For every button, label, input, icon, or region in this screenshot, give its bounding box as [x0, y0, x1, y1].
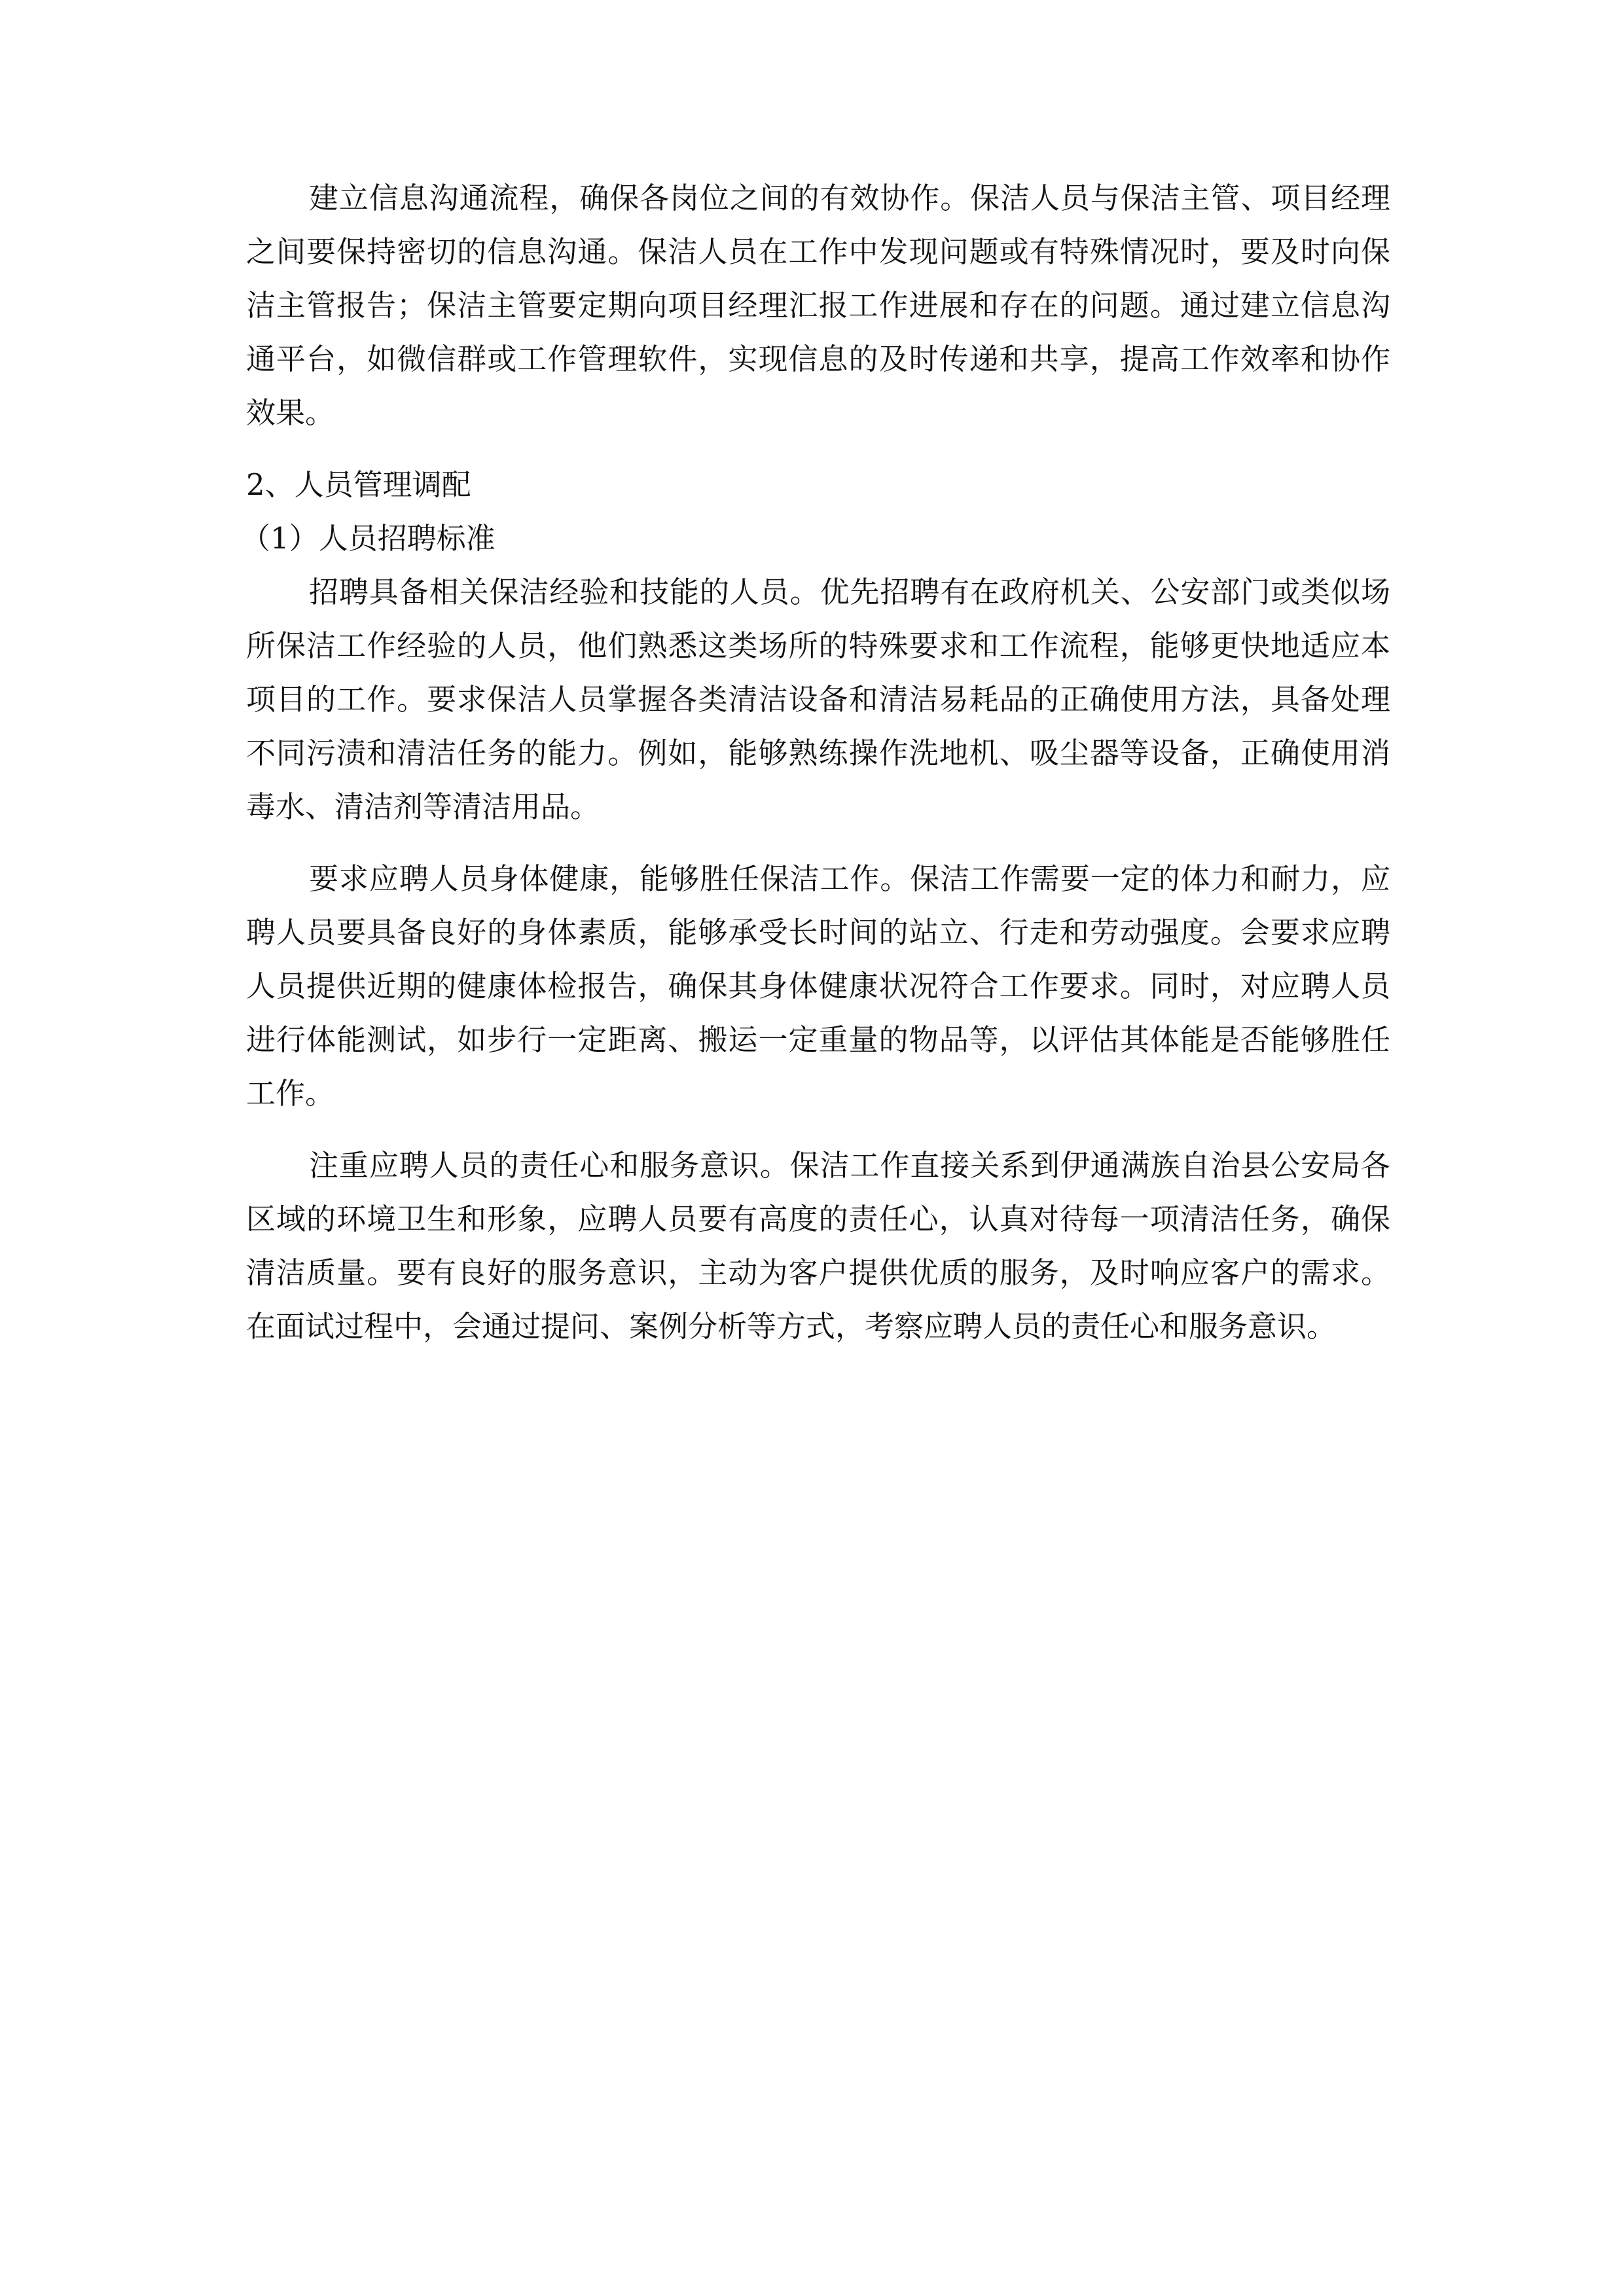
- paragraph-health: 要求应聘人员身体健康，能够胜任保洁工作。保洁工作需要一定的体力和耐力，应聘人员要具备良好的身体素质，能够承受长时间的站立、行走和劳动强度。会要求应聘人员提供近期的健康体检报告，确保其身体健康状况符合工作要求。同时，对应聘人员进行体能测试，如步行一定距离、搬运一定重量的物品等，以评估其体能是否能够胜任工作。: [246, 861, 1390, 1111]
- paragraph-responsibility: 注重应聘人员的责任心和服务意识。保洁工作直接关系到伊通满族自治县公安局各区域的环境卫生和形象，应聘人员要有高度的责任心，认真对待每一项清洁任务，确保清洁质量。要有良好的服务意识，主动为客户提供优质的服务，及时响应客户的需求。在面试过程中，会通过提问、案例分析等方式，考察应聘人员的责任心和服务意识。: [246, 1148, 1390, 1344]
- subsection-heading: （1）人员招聘标准: [241, 521, 496, 556]
- paragraph-experience: 招聘具备相关保洁经验和技能的人员。优先招聘有在政府机关、公安部门或类似场所保洁工作经验的人员，他们熟悉这类场所的特殊要求和工作流程，能够更快地适应本项目的工作。要求保洁人员掌握各类清洁设备和清洁易耗品的正确使用方法，具备处理不同污渍和清洁任务的能力。例如，能够熟练操作洗地机、吸尘器等设备，正确使用消毒水、清洁剂等清洁用品。: [246, 575, 1390, 824]
- paragraph-communication: 建立信息沟通流程，确保各岗位之间的有效协作。保洁人员与保洁主管、项目经理之间要保持密切的信息沟通。保洁人员在工作中发现问题或有特殊情况时，要及时向保洁主管报告；保洁主管要定期向项目经理汇报工作进展和存在的问题。通过建立信息沟通平台，如微信群或工作管理软件，实现信息的及时传递和共享，提高工作效率和协作效果。: [246, 181, 1390, 430]
- document-body: [241, 171, 1390, 1372]
- section-heading: 2、人员管理调配: [246, 467, 471, 502]
